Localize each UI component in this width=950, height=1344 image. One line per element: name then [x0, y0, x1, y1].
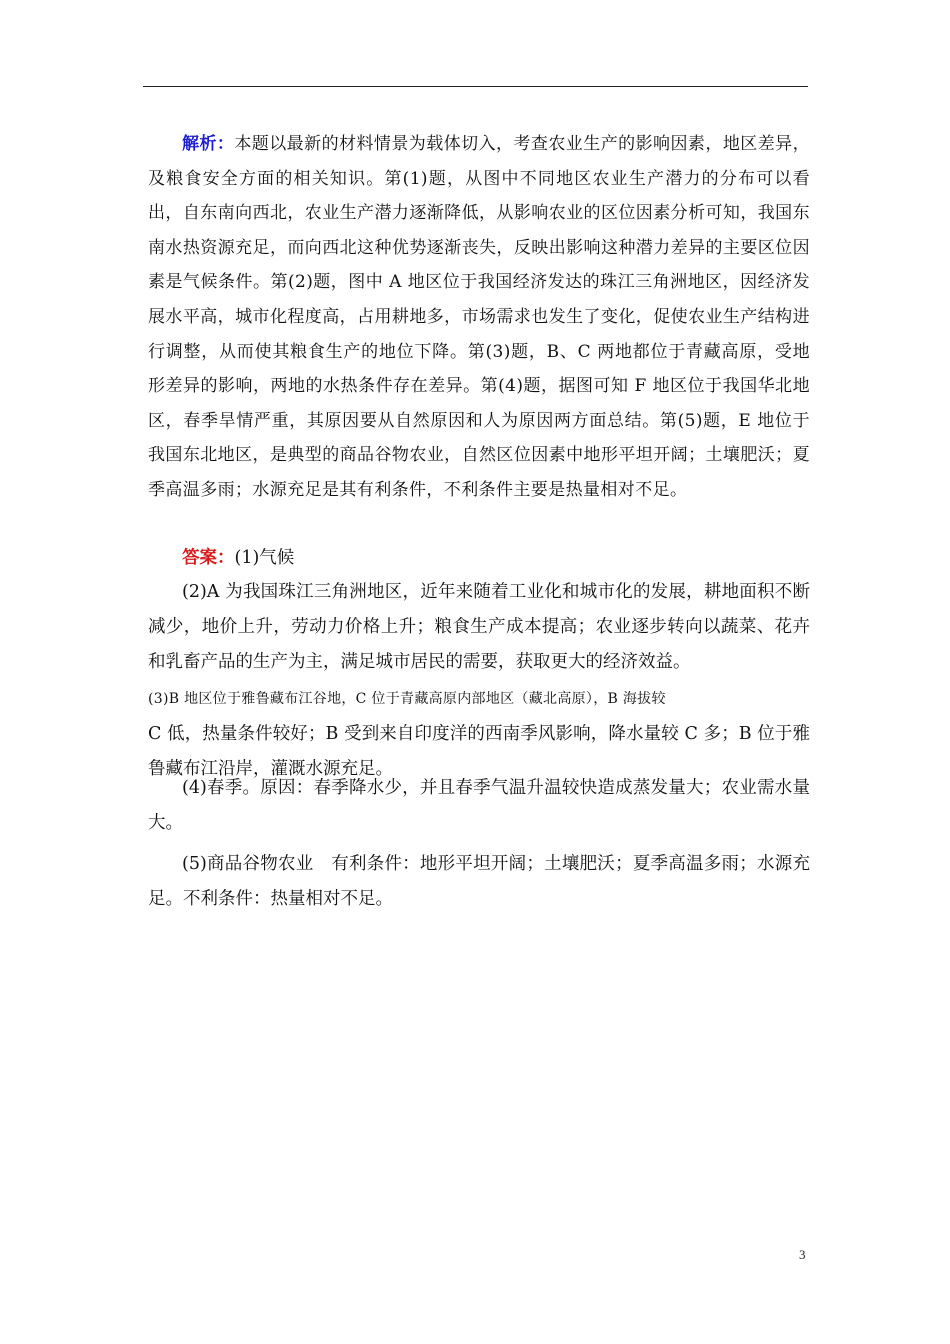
analysis-paragraph [148, 127, 810, 508]
page-number: 3 [799, 1247, 806, 1262]
answer-3-head: (3)B 地区位于雅鲁藏布江谷地，C 位于青藏高原内部地区（藏北高原），B 海拔较 [148, 691, 666, 707]
answer-label: 答案： [182, 548, 235, 568]
answer-1-text: (1)气候 [234, 548, 295, 568]
header-rule [143, 86, 808, 87]
answer-4: (4)春季。原因：春季降水少，并且春季气温升温较快造成蒸发量大；农业需水量大。 [148, 778, 810, 833]
answer-2: (2)A 为我国珠江三角洲地区，近年来随着工业化和城市化的发展，耕地面积不断减少，地价上升，劳动力价格上升；粮食生产成本提高；农业逐步转向以蔬菜、花卉和乳畜产品的生产为主，满足城市居民的需要，获取更大的经济效益。 [148, 582, 810, 672]
answer-5: (5)商品谷物农业 有利条件：地形平坦开阔；土壤肥沃；夏季高温多雨；水源充足。不利条件：热量相对不足。 [148, 854, 810, 909]
answer-3-tail: C 低，热量条件较好；B 受到来自印度洋的西南季风影响，降水量较 C 多；B 位于雅鲁藏布江沿岸，灌溉水源充足。 [148, 724, 810, 779]
analysis-text: 本题以最新的材料情景为载体切入，考查农业生产的影响因素，地区差异，及粮食安全方面的相关知识。第(1)题，从图中不同地区农业生产潜力的分布可以看出，自东南向西北，农业生产潜力逐渐降低，从影响农业的区位因素分析可知，我国东南水热资源充足，而向西北这种优势逐渐丧失，反映出影响这种潜力差异的主要区位因素是气候条件。第(2)题，图中 A 地区位于我国经济发达的珠江三角洲地区，因经济发展水平高，城市化程度高，占用耕地多，市场需求也发生了变化，促使农业生产结构进行调整，从而使其粮食生产的地位下降。第(3)题，B、C 两地都位于青藏高原，受地形差异的影响，两地的水热条件存在差异。第(4)题，据图可知 F 地区位于我国华北地区，春季旱情严重，其原因要从自然原因和人为原因两方面总结。第(5)题，E 地位于我国东北地区，是典型的商品谷物农业，自然区位因素中地形平坦开阔；土壤肥沃；夏季高温多雨；水源充足是其有利条件，不利条件主要是热量相对不足。 [148, 134, 810, 500]
analysis-label: 解析： [182, 134, 235, 154]
answer-1 [148, 541, 810, 576]
